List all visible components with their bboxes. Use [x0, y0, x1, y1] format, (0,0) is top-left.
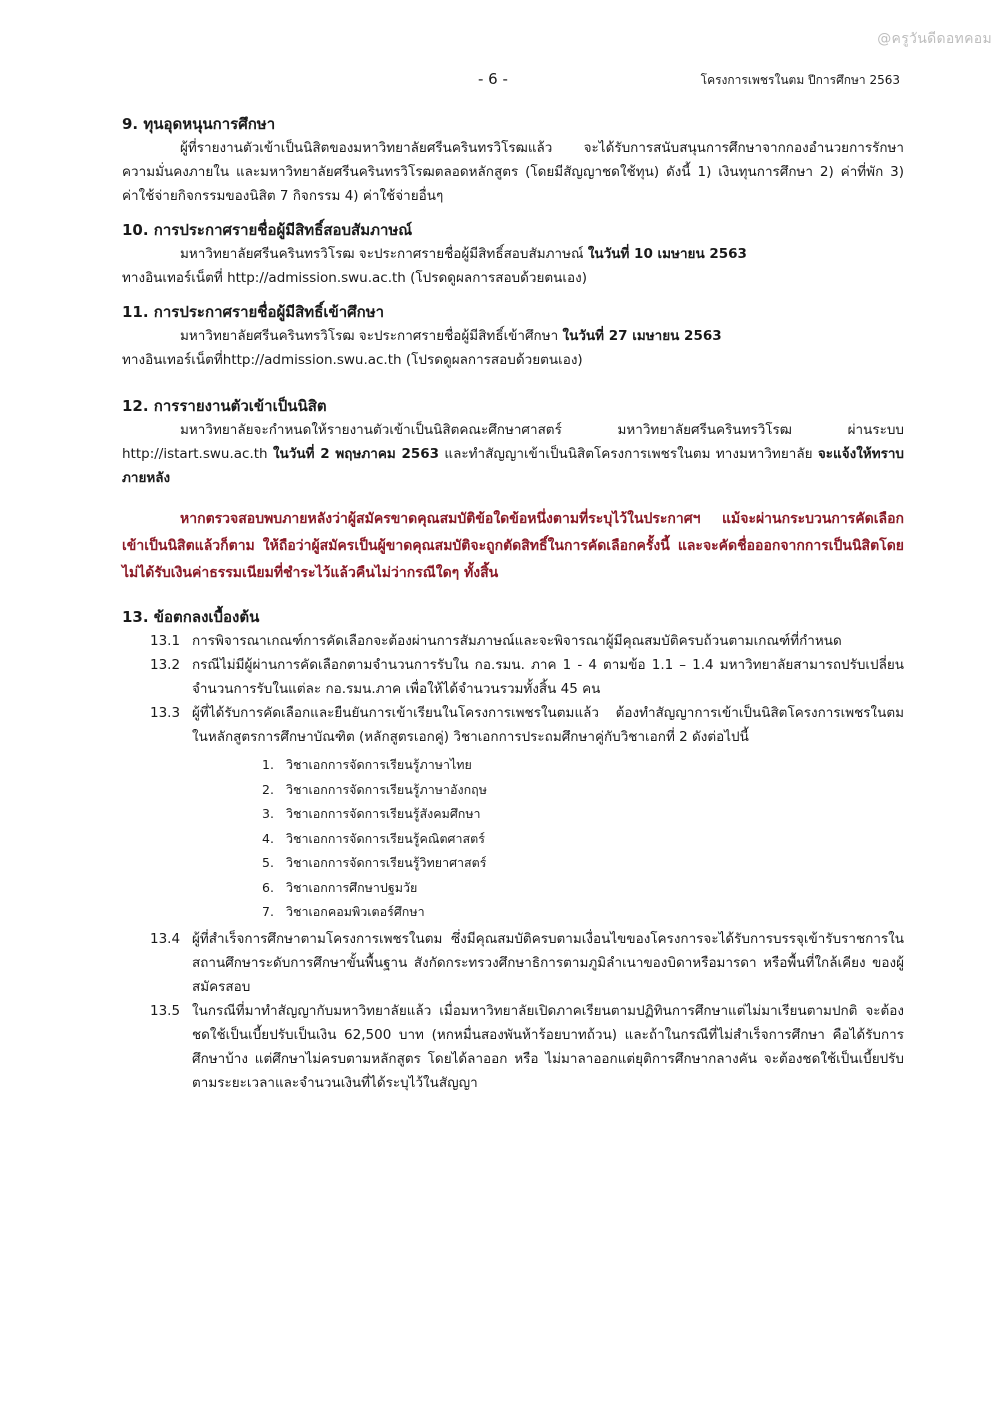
major-item — [262, 802, 904, 827]
major-item — [262, 900, 904, 925]
body-text: มหาวิทยาลัยศรีนครินทรวิโรฒ จะประกาศรายชื่อผู้มีสิทธิ์เข้าศึกษา — [180, 328, 563, 344]
document-body — [122, 112, 904, 1105]
major-number: 2. — [262, 781, 274, 797]
page-number: - 6 - — [478, 70, 508, 88]
date-text: ในวันที่ 27 เมษายน 2563 — [562, 328, 722, 344]
major-number: 5. — [262, 855, 274, 870]
item-text: ผู้ที่ได้รับการคัดเลือกและยืนยันการเข้าเรียนในโครงการเพชรในตมแล้ว ต้องทำสัญญาการเข้าเป็นนิสิตโครงการเพชรในตม ในหลักสูตรการศึกษาบัณฑิต (หลักสูตรเอกคู่) วิชาเอกการประถมศึกษาคู่กับวิชาเอกที่ 2 ดังต่อไปนี้ — [192, 705, 904, 745]
section-body — [122, 324, 904, 372]
item-number: 13.4 — [150, 930, 181, 947]
list-item — [122, 999, 904, 1095]
section-9 — [122, 112, 904, 208]
item-number: 13.2 — [150, 657, 181, 673]
section-12 — [122, 394, 904, 490]
item-text: ผู้ที่สำเร็จการศึกษาตามโครงการเพชรในตม ซึ่งมีคุณสมบัติครบตามเงื่อนไขของโครงการจะได้รับการบรรจุเข้ารับราชการในสถานศึกษาระดับการศึกษาขั้นพื้นฐาน สังกัดกระทรวงศึกษาธิการตามภูมิลำเนาของบิดาหรือมารดา หรือพื้นที่ใกล้เคียง ของผู้สมัครสอบ — [192, 930, 904, 995]
section-10 — [122, 218, 904, 290]
item-text: กรณีไม่มีผู้ผ่านการคัดเลือกตามจำนวนการรับใน กอ.รมน. ภาค 1 - 4 ตามข้อ 1.1 – 1.4 มหาวิทยาลัยสามารถปรับเปลี่ยนจำนวนการรับในแต่ละ กอ.รมน.ภาค เพื่อให้ได้จำนวนรวมทั้งสิ้น 45 คน — [192, 657, 904, 697]
majors-list — [262, 753, 904, 925]
major-number: 4. — [262, 830, 274, 846]
section-title: 11. การประกาศรายชื่อผู้มีสิทธิ์เข้าศึกษา — [122, 303, 385, 321]
major-number: 6. — [262, 879, 274, 895]
major-item — [262, 851, 904, 876]
major-number: 7. — [262, 904, 274, 919]
body-text: และทำสัญญาเข้าเป็นนิสิตโครงการเพชรในตม ทางมหาวิทยาลัย — [439, 446, 818, 462]
section-body: ผู้ที่รายงานตัวเข้าเป็นนิสิตของมหาวิทยาลัยศรีนครินทรวิโรฒแล้ว จะได้รับการสนับสนุนการศึกษาจากกองอำนวยการรักษาความมั่นคงภายใน และมหาวิทยาลัยศรีนครินทรวิโรฒตลอดหลักสูตร (โดยมีสัญญาชดใช้ทุน) ดังนี้ 1) เงินทุนการศึกษา 2) ค่าที่พัก 3) ค่าใช้จ่ายกิจกรรมของนิสิต 7 กิจกรรม 4) ค่าใช้จ่ายอื่นๆ — [122, 140, 904, 204]
date-text: ในวันที่ 10 เมษายน 2563 — [587, 246, 747, 262]
section-body — [122, 418, 904, 490]
list-item — [122, 701, 904, 749]
section-11 — [122, 300, 904, 372]
list-item — [122, 927, 904, 999]
section-title: 12. การรายงานตัวเข้าเป็นนิสิต — [122, 397, 327, 415]
body-text: มหาวิทยาลัยจะกำหนดให้รายงานตัวเข้าเป็นนิสิตคณะศึกษาศาสตร์ มหาวิทยาลัยศรีนครินทรวิโรฒ ผ่านระบบ http://istart.swu.ac.th — [122, 422, 904, 462]
major-name: วิชาเอกคอมพิวเตอร์ศึกษา — [286, 904, 425, 919]
major-name: วิชาเอกการจัดการเรียนรู้ภาษาอังกฤษ — [286, 781, 487, 797]
major-item — [262, 827, 904, 852]
section-title: 13. ข้อตกลงเบื้องต้น — [122, 608, 260, 626]
body-text: มหาวิทยาลัยศรีนครินทรวิโรฒ จะประกาศรายชื่อผู้มีสิทธิ์สอบสัมภาษณ์ — [180, 246, 588, 262]
date-text: ในวันที่ 2 พฤษภาคม 2563 — [272, 446, 440, 462]
major-item — [262, 778, 904, 803]
major-name: วิชาเอกการศึกษาปฐมวัย — [286, 879, 418, 895]
major-name: วิชาเอกการจัดการเรียนรู้วิทยาศาสตร์ — [286, 855, 487, 870]
item-text: ในกรณีที่มาทำสัญญากับมหาวิทยาลัยแล้ว เมื่อมหาวิทยาลัยเปิดภาคเรียนตามปฏิทินการศึกษาแต่ไม่มาเรียนตามปกติ จะต้องชดใช้เป็นเบี้ยปรับเป็นเงิน 62,500 บาท (หกหมื่นสองพันห้าร้อยบาทถ้วน) และถ้าในกรณีที่ไม่สำเร็จการศึกษา คือได้รับการศึกษาบ้าง แต่ศึกษาไม่ครบตามหลักสูตร โดยได้ลาออก หรือ ไม่มาลาออกแต่ยุติการศึกษากลางคัน จะต้องชดใช้เป็นเบี้ยปรับตามระยะเวลาและจำนวนเงินที่ได้ระบุไว้ในสัญญา — [192, 1002, 904, 1091]
body-text: ทางอินเทอร์เน็ตที่ http://admission.swu.ac.th (โปรดดูผลการสอบด้วยตนเอง) — [122, 270, 587, 286]
list-item — [122, 629, 904, 653]
major-name: วิชาเอกการจัดการเรียนรู้ภาษาไทย — [286, 757, 472, 772]
section-body — [122, 242, 904, 290]
major-name: วิชาเอกการจัดการเรียนรู้คณิตศาสตร์ — [286, 830, 485, 846]
major-item — [262, 753, 904, 778]
major-number: 1. — [262, 757, 274, 772]
notice-text: จะแจ้งให้ทราบภายหลัง — [122, 446, 904, 486]
item-number: 13.5 — [150, 1002, 181, 1019]
section-13 — [122, 605, 904, 1095]
major-name: วิชาเอกการจัดการเรียนรู้สังคมศึกษา — [286, 806, 481, 821]
watermark: @ครูวันดีดอทคอม — [877, 31, 992, 47]
body-text: ทางอินเทอร์เน็ตที่http://admission.swu.ac.th (โปรดดูผลการสอบด้วยตนเอง) — [122, 352, 583, 368]
section-title: 10. การประกาศรายชื่อผู้มีสิทธิ์สอบสัมภาษณ์ — [122, 221, 413, 239]
item-text: การพิจารณาเกณฑ์การคัดเลือกจะต้องผ่านการสัมภาษณ์และจะพิจารณาผู้มีคุณสมบัติครบถ้วนตามเกณฑ์ที่กำหนด — [192, 633, 842, 649]
major-number: 3. — [262, 806, 274, 821]
section-title: 9. ทุนอุดหนุนการศึกษา — [122, 115, 276, 133]
list-item — [122, 653, 904, 701]
item-number: 13.3 — [150, 705, 181, 721]
disqualification-warning: หากตรวจสอบพบภายหลังว่าผู้สมัครขาดคุณสมบัติข้อใดข้อหนึ่งตามที่ระบุไว้ในประกาศฯ แม้จะผ่านกระบวนการคัดเลือกเข้าเป็นนิสิตแล้วก็ตาม ให้ถือว่าผู้สมัครเป็นผู้ขาดคุณสมบัติจะถูกตัดสิทธิ์ในการคัดเลือกครั้งนี้ และจะคัดชื่อออกจากการเป็นนิสิตโดยไม่ได้รับเงินค่าธรรมเนียมที่ชำระไว้แล้วคืนไม่ว่ากรณีใดๆ ทั้งสิ้น — [122, 511, 904, 581]
running-title: โครงการเพชรในตม ปีการศึกษา 2563 — [700, 73, 900, 87]
item-number: 13.1 — [150, 633, 181, 649]
major-item — [262, 876, 904, 901]
